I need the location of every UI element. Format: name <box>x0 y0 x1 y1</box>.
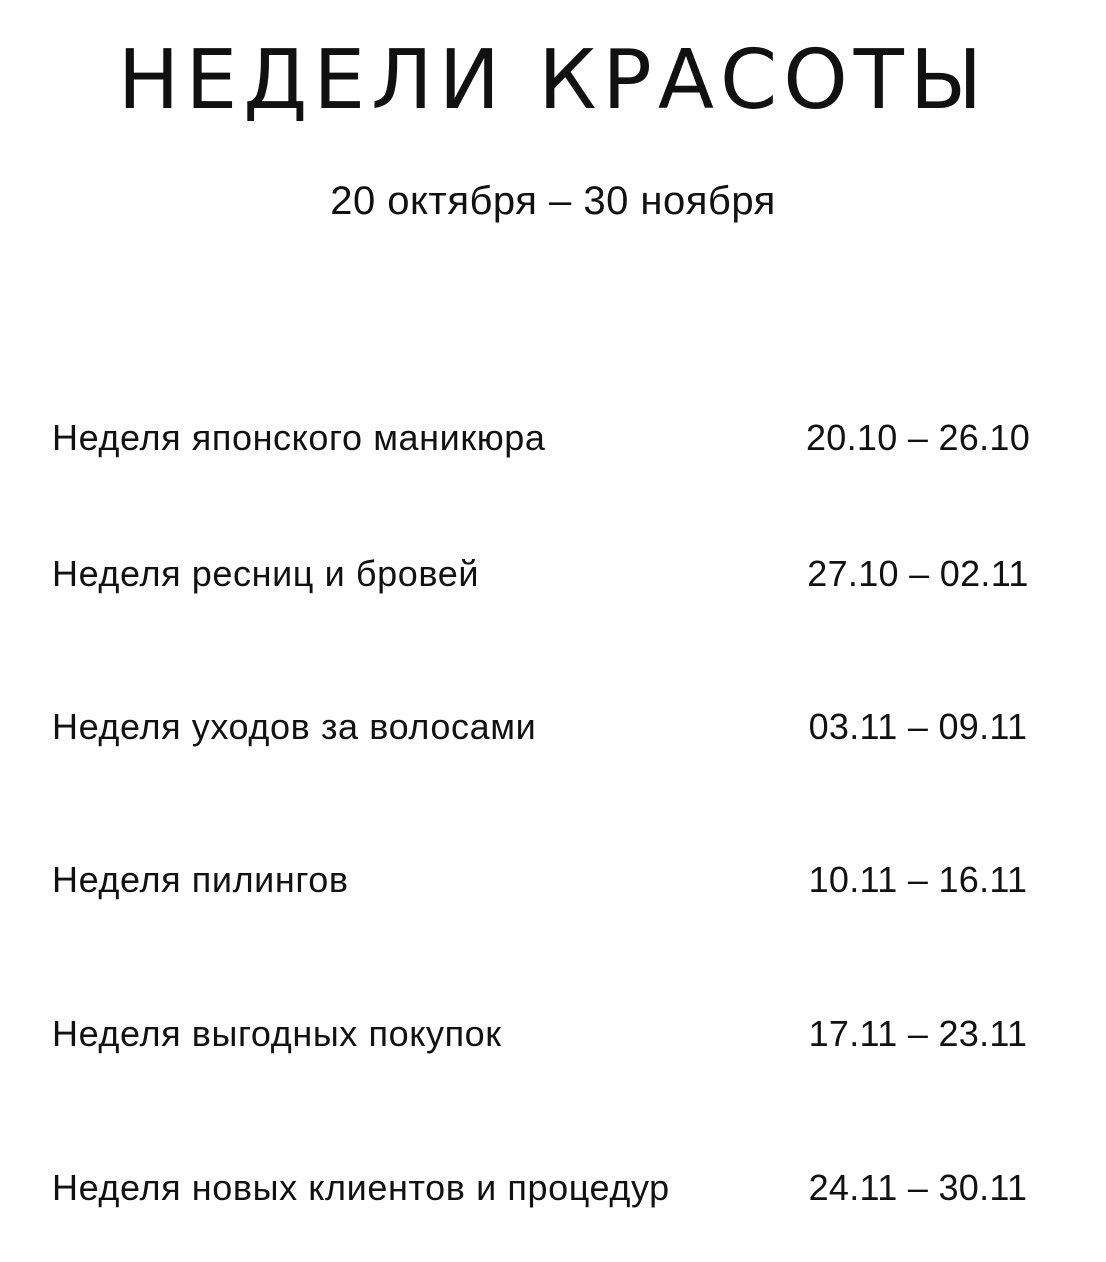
week-dates: 17.11 – 23.11 <box>808 1013 1028 1054</box>
week-name: Неделя новых клиентов и процедур <box>52 1167 670 1208</box>
page-title: НЕДЕЛИ КРАСОТЫ <box>117 33 989 128</box>
week-name: Неделя выгодных покупок <box>52 1013 502 1054</box>
week-dates: 10.11 – 16.11 <box>808 859 1028 900</box>
week-row <box>0 1167 1106 1220</box>
week-row <box>0 1013 1106 1066</box>
week-row <box>0 859 1106 912</box>
week-name: Неделя уходов за волосами <box>52 706 537 747</box>
week-dates: 24.11 – 30.11 <box>808 1167 1028 1208</box>
week-row <box>0 553 1106 606</box>
week-row <box>0 417 1106 470</box>
week-name: Неделя японского маникюра <box>52 417 546 458</box>
week-row <box>0 706 1106 759</box>
week-dates: 03.11 – 09.11 <box>808 706 1028 747</box>
week-name: Неделя ресниц и бровей <box>52 553 480 594</box>
week-dates: 20.10 – 26.10 <box>805 417 1031 458</box>
week-dates: 27.10 – 02.11 <box>807 553 1029 594</box>
date-range-subtitle: 20 октября – 30 ноября <box>330 179 776 223</box>
week-name: Неделя пилингов <box>52 859 349 900</box>
